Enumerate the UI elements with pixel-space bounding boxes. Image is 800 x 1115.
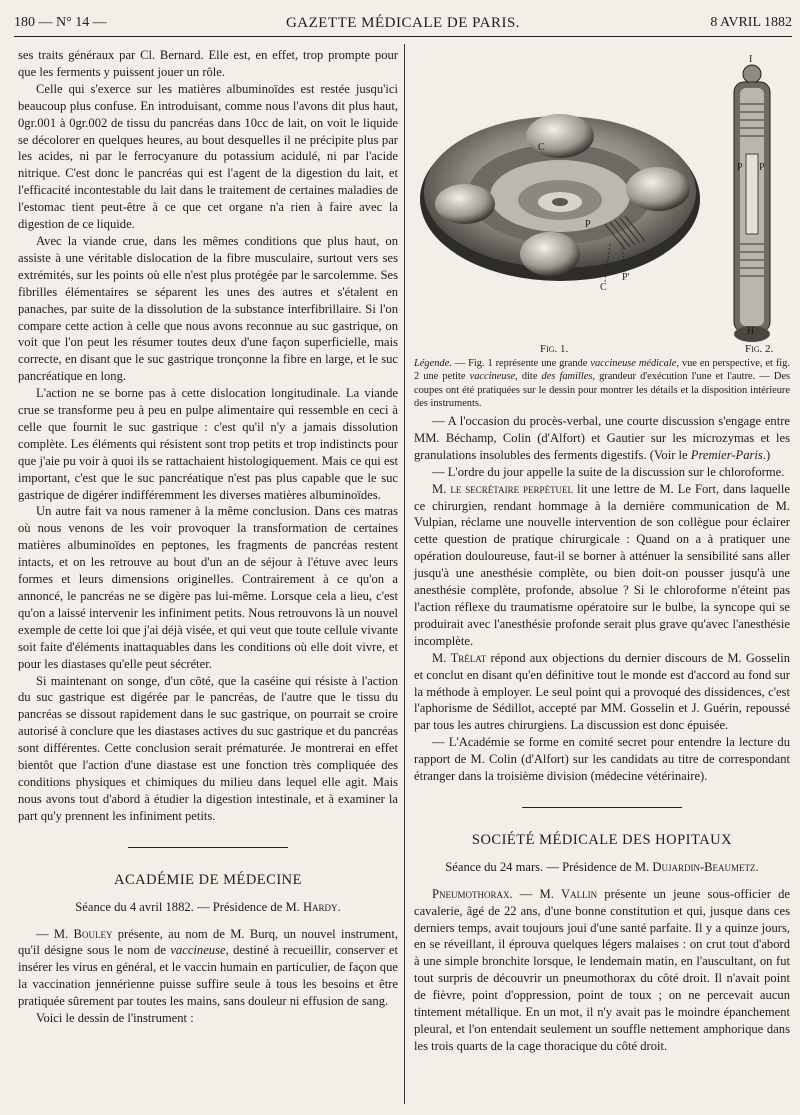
seance-line	[18, 899, 398, 916]
paragraph: — L'Académie se forme en comité secret pour entendre la lecture du rapport de M. Colin (d'Alfort) sur les candidats au titre de correspondant étranger dans la troisième division (médecine vétérinaire).	[414, 735, 790, 784]
president-name: Hardy	[302, 899, 338, 914]
figure-label: H	[747, 326, 755, 337]
text-run: présente un jeune sous-officier de cavalerie, âgé de 22 ans, d'une bonne constitution et qui, jusque dans ces derniers temps, avait toujours joui d'une santé parfaite. Il y a quinze jours, en se réveillant, il éprouva quelques légers malaises : on crut tout d'abord à une simple bronchite lorsque, le lendemain matin, en l'auscultant, on fut tout surpris de découvrir un pneumothorax du côté droit. Il n'avait point de fièvre, point d'oppression, point de toux ; on ne percevait aucun tintement métallique. En un mot, il n'y avait pas le moindre épanchement pleural, et l'on entendait seulement un souffle nettement amphorique dans les trois quarts de la cage thoracique du côté droit.	[414, 886, 790, 1053]
seance-text: Séance du 4 avril 1882. — Présidence de M.	[75, 899, 303, 914]
text-run: M.	[432, 650, 451, 665]
speaker-name: le secrétaire perpétuel	[450, 481, 574, 496]
italic-term: des familles	[541, 371, 593, 383]
paragraph: Voici le dessin de l'instrument :	[36, 1011, 194, 1026]
speaker-name: Trélat	[450, 650, 487, 665]
paragraph: Un autre fait va nous ramener à la même conclusion. Dans ces matras où nous venons de les voir provoquer la transformation de certaines matières albuminoïdes en peptones, les fragments de pancréas restent intacts, et on les retrouve au bout d'un an de séjour à l'étuve avec leurs formes et leurs dimensions originelles. Contrairement à ce qu'on a annoncé, le pancréas ne se digère pas lui-même. Lorsque cela a lieu, c'est qu'on a laissé intervenir les infiniment petits. Nous retrouvons là un nouvel exemple de cette loi que j'ai déjà visée, et qui veut que toute cellule vivante soit faite d'éléments inattaquables dans les conditions où elle doit vivre, et pour les diastases qu'elle peut sécréter.	[18, 504, 398, 671]
legend-label: Légende.	[414, 358, 452, 369]
section-title-societe: SOCIÉTÉ MÉDICALE DES HOPITAUX	[471, 831, 733, 848]
text-run: , destiné à recueillir, conserver et insérer les virus en général, et le vaccin humain en particulier, de façon que la vaccination jennérienne puisse suffire seule à tous les besoins et être pratiquée sûrement par toutes les mains, sans douleur ni effusion de sang.	[18, 943, 398, 1009]
column-divider	[404, 44, 405, 1104]
text-run: . — M.	[509, 886, 562, 901]
text-run: M.	[432, 481, 451, 496]
figure-legend	[414, 357, 790, 410]
text-run: — A l'occasion du procès-verbal, une courte discussion s'engage entre MM. Béchamp, Colin (d'Alfort) et Gautier sur les microzymas et les granulations insolubles des ferments digestifs. (Voir le	[414, 414, 790, 462]
seance-end: .	[337, 899, 341, 914]
vaccineuse-figure-1	[410, 44, 795, 344]
italic-term: vaccineuse médicale	[590, 358, 677, 369]
page-header	[14, 12, 792, 37]
text-run: présente, au nom de M. Burq, un nouvel instrument, qu'il désigne sous le nom de	[18, 926, 398, 958]
paragraph	[414, 886, 790, 1055]
paragraph: Si maintenant on songe, d'un côté, que la caséine qui résiste à l'action du suc gastrique est digérée par le pancréas, de l'autre que le tissu du pancréas se dissout rapidement dans le suc gastrique, on pourrait se croire autorisé à conclure que les diastases actives du suc gastrique et du pancréas sont différentes. Cette conclusion serait prématurée. Je montrerai en effet bientôt que l'action d'une diastase est une fonction très compliquée des conditions physiques et chimiques du milieu dans lequel elle agit. Mais nous avons tout d'abord à étudier la digestion intestinale, et à examiner la part qu'y prennent les infiniment petits.	[18, 673, 398, 823]
page-number: 180 — N° 14 —	[14, 15, 107, 30]
section-rule	[128, 847, 288, 848]
section-rule	[522, 807, 682, 808]
paragraph	[414, 650, 790, 735]
paragraph: Celle qui s'exerce sur les matières albuminoïdes est restée jusqu'ici beaucoup plus confuse. En introduisant, comme nous l'avons dit plus haut, 0gr.001 à 0gr.002 de tissu du pancréas dans 10cc de lait, on voit le liquide se décolorer en quelques heures, au bout desquelles il ne précipite plus par les acides, ni par le ferrocyanure du potassium acidulé, ni par l'acide nitrique. C'est donc le pancréas qui est l'agent de la digestion du lait, et l'efficacité incontestable du lait dans le traitement de certaines maladies de l'estomac tient peut-être à ce que cet organe n'a rien à faire avec la digestion de ce liquide.	[18, 81, 398, 232]
figure-2-caption: Fig. 2.	[745, 343, 774, 355]
seance-end: .	[755, 859, 759, 874]
journal-title: GAZETTE MÉDICALE DE PARIS.	[285, 15, 521, 31]
figure-label: C	[538, 142, 545, 153]
text-run: répond aux objections du dernier discours de M. Gosselin et conclut en disant qu'en définitive tout le monde est d'accord au fond sur la méthode à employer. Le seul point qui a provoqué des dissidences, c'est l'aphorisme de Sédillot, accepté par MM. Gosselin et J. Guérin, repoussé par tous les autres chirurgiens. La discussion est donc épuisée.	[414, 650, 791, 733]
text-run: , dite	[515, 371, 542, 383]
left-column	[18, 47, 398, 1027]
figure-label: P	[737, 162, 743, 173]
paragraph	[414, 481, 790, 650]
seance-line	[414, 859, 790, 876]
paragraph: Avec la viande crue, dans les mêmes conditions que plus haut, on assiste à une véritable dislocation de la fibre musculaire, surtout vers ses extrémités, sur les points où elle n'est plus protégée par le sarcolemme. Ses fibrilles élémentaires se séparent les unes des autres et s'étalent en panaches, par suite de la dissolution de la substance interfibrillaire. Si l'on compare cette action à celle que nous avons reconnue au suc gastrique, on voit que l'on peut les résumer toutes deux d'une façon superficielle, mais correcte, en disant que le suc gastrique tronçonne la fibre en large, et le suc pancréatique en long.	[18, 233, 398, 384]
text-run: , grandeur d'exécution l'une et l'autre. — Des coupes ont été pratiquées sur le dessin pour montrer les détails et la disposition intérieure des instruments.	[414, 371, 790, 409]
president-name: Dujardin-Beaumetz	[652, 859, 756, 874]
text-run: .)	[762, 447, 771, 462]
topic-heading: Pneumothorax	[432, 886, 510, 901]
speaker-name: Bouley	[73, 926, 113, 941]
figure-1-caption: Fig. 1.	[540, 343, 569, 355]
paragraph: — L'ordre du jour appelle la suite de la discussion sur le chloroforme.	[432, 464, 785, 479]
text-run: , vue en perspective, et fig. 2 une petite	[414, 358, 790, 383]
paragraph	[414, 413, 790, 464]
paragraph: L'action ne se borne pas à cette dislocation longitudinale. La viande crue se transforme peu à peu en pulpe alimentaire qui ressemble en ceci à celle que fournit le suc gastrique : c'est qu'il n'y a jamais dissolution complète. Les éléments qui résistent sont trop petits et trop indistincts pour que j'aie pu voir à quoi ils se rattachaient histologiquement. Mais ce qui est important, c'est que le suc pancréatique n'est pas plus capable que le suc gastrique de digérer indifféremment les diverses matières albuminoïdes.	[18, 386, 398, 502]
figure-label: I	[749, 54, 753, 65]
text-run: — M.	[36, 926, 74, 941]
figure-label: P	[759, 162, 765, 173]
italic-term: vaccineuse	[469, 371, 516, 383]
issue-date: 8 AVRIL 1882	[710, 15, 792, 30]
italic-term: vaccineuse	[170, 943, 226, 958]
vaccineuse-figure-2	[734, 65, 770, 342]
figure-label: P	[585, 219, 591, 230]
right-column	[414, 413, 790, 1055]
paragraph: ses traits généraux par Cl. Bernard. Elle est, en effet, trop prompte pour que les ferments y puissent jouer un rôle.	[18, 48, 398, 79]
speaker-name: Vallin	[561, 886, 598, 901]
figure-label: C	[600, 282, 607, 293]
text-run: lit une lettre de M. Le Fort, dans laquelle ce chirurgien, rendant hommage à la dernière communication de M. Vulpian, réclame une nouvelle intervention de son collègue pour éclairer cette question de pratique chirurgicale : Quand on a à pratiquer une opération douloureuse, faut-il se borner à atténuer la sensibilité sans aller jusqu'à une anesthésie complète, ou bien doit-on pousser jusqu'à une anesthésie complète, profonde, absolue ? Si le chloroforme n'éteint pas l'action réflexe du traumatisme opératoire sur le bulbe, la syncope qui se produirait avec l'anesthésie profonde serait plus grave qu'avec l'anesthésie incomplète.	[414, 481, 790, 648]
paragraph	[18, 926, 398, 1011]
text-run: — Fig. 1 représente une grande	[451, 358, 591, 369]
section-title-academie: ACADÉMIE DE MÉDECINE	[113, 871, 302, 888]
seance-text: Séance du 24 mars. — Présidence de M.	[445, 859, 653, 874]
italic-term: Premier-Paris	[690, 447, 763, 462]
figure-label: P'	[622, 272, 630, 283]
